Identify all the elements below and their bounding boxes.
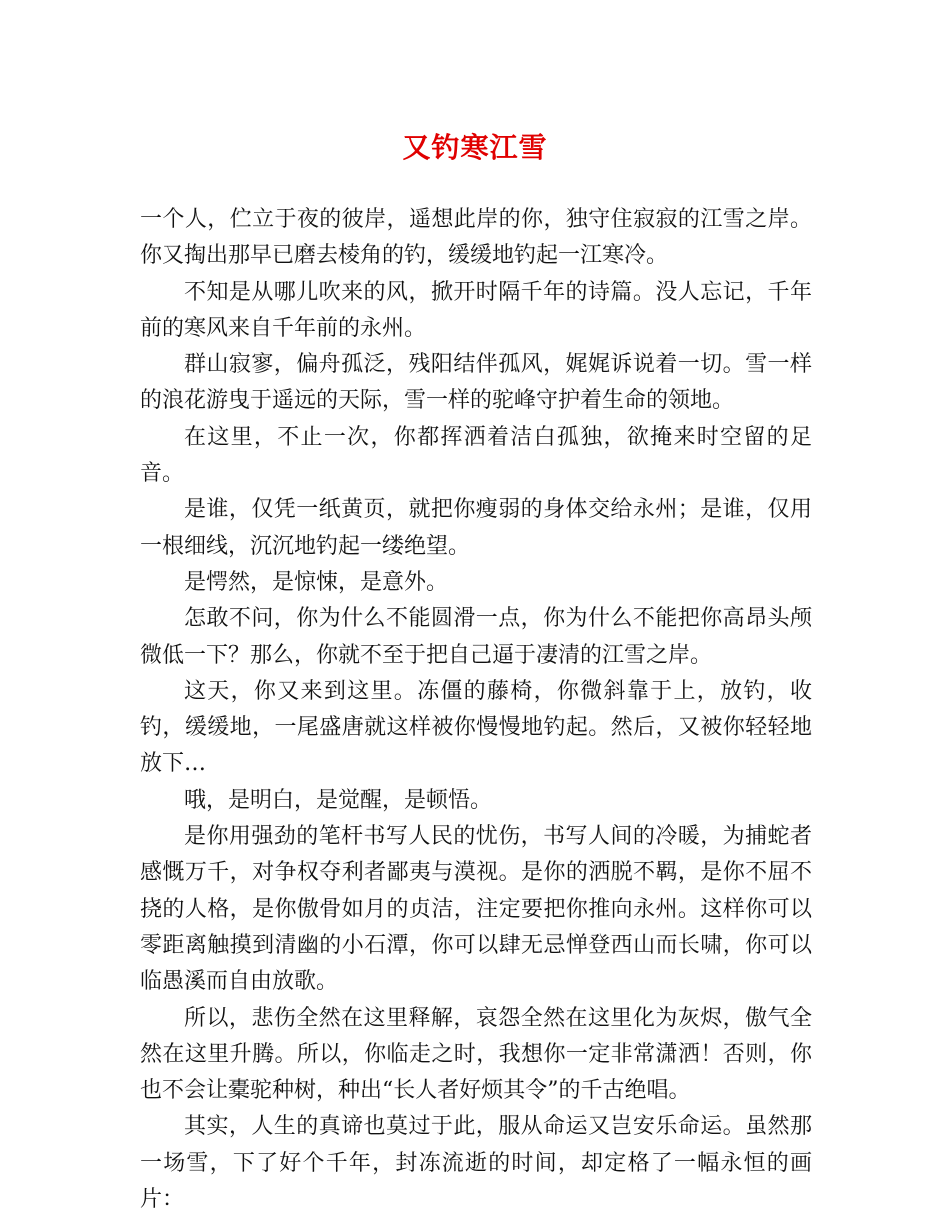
paragraph: 怎敢不问，你为什么不能圆滑一点，你为什么不能把你高昂头颅微低一下？那么，你就不至于把自己逼于凄清的江雪之岸。	[140, 606, 812, 668]
document-body	[140, 202, 812, 1218]
paragraph: 不知是从哪儿吹来的风，掀开时隔千年的诗篇。没人忘记，千年前的寒风来自千年前的永州。	[140, 279, 812, 341]
document-title: 又钓寒江雪	[402, 131, 548, 164]
paragraph: 其实，人生的真谛也莫过于此，服从命运又岂安乐命运。虽然那一场雪，下了好个千年，封冻流逝的时间，却定格了一幅永恒的画片：	[140, 1114, 812, 1213]
paragraph: 在这里，不止一次，你都挥洒着洁白孤独，欲掩来时空留的足音。	[140, 424, 812, 487]
paragraph: 群山寂寥，偏舟孤泛，残阳结伴孤风，娓娓诉说着一切。雪一样的浪花游曳于遥远的天际，雪一样的驼峰守护着生命的领地。	[140, 352, 812, 414]
paragraph: 一个人，伫立于夜的彼岸，遥想此岸的你，独守住寂寂的江雪之岸。你又掏出那早已磨去棱角的钓，缓缓地钓起一江寒冷。	[140, 207, 812, 269]
paragraph: 是谁，仅凭一纸黄页，就把你瘦弱的身体交给永州；是谁，仅用一根细线，沉沉地钓起一缕绝望。	[140, 497, 812, 559]
paragraph: 所以，悲伤全然在这里释解，哀怨全然在这里化为灰烬，傲气全然在这里升腾。所以，你临走之时，我想你一定非常潇洒！否则，你也不会让橐驼种树，种出“长人者好烦其令”的千古绝唱。	[140, 1005, 812, 1104]
paragraph: 这天，你又来到这里。冻僵的藤椅，你微斜靠于上，放钓，收钓，缓缓地，一尾盛唐就这样被你慢慢地钓起。然后，又被你轻轻地放下…	[140, 678, 812, 777]
paragraph: 哦，是明白，是觉醒，是顿悟。	[184, 787, 493, 813]
paragraph: 是你用强劲的笔杆书写人民的忧伤，书写人间的冷暖，为捕蛇者感慨万千，对争权夺利者鄙夷与漠视。是你的洒脱不羁，是你不屈不挠的人格，是你傲骨如月的贞洁，注定要把你推向永州。这样你可以零距离触摸到清幽的小石潭，你可以肆无忌惮登西山而长啸，你可以临愚溪而自由放歌。	[140, 824, 812, 995]
paragraph: 是愕然，是惊悚，是意外。	[184, 569, 449, 595]
